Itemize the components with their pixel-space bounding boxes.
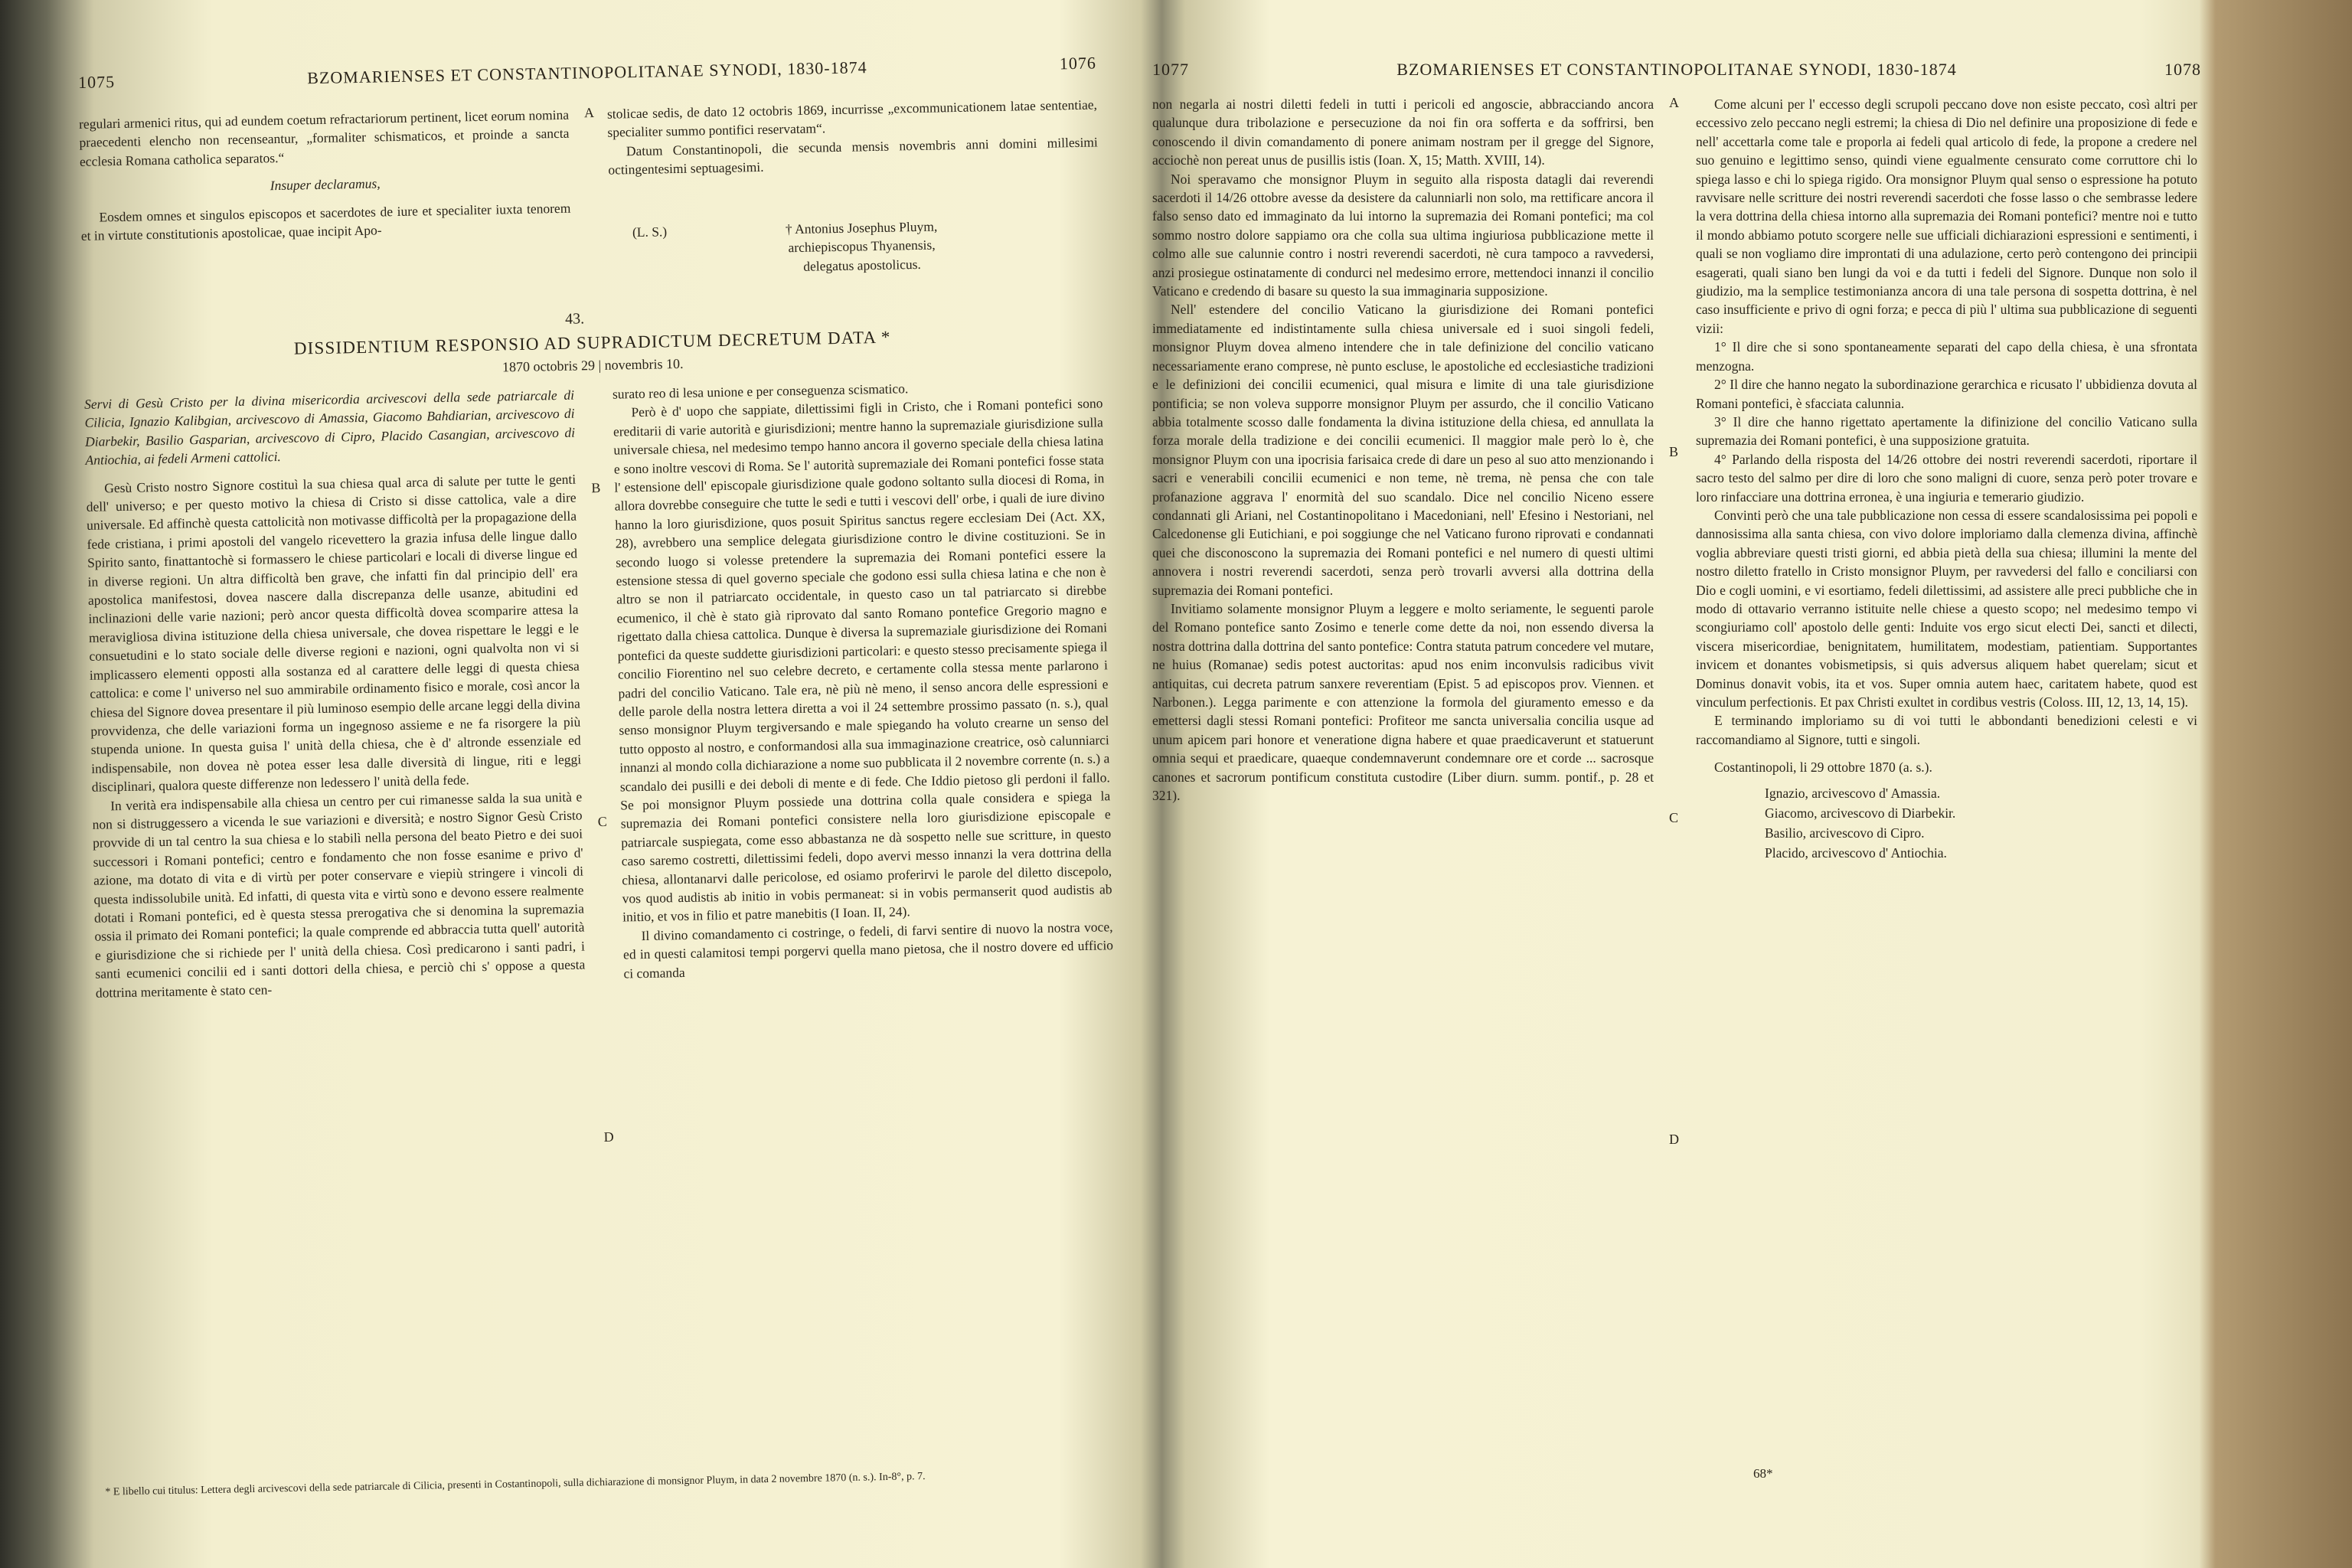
left-col2: [612, 375, 1114, 982]
page-number-1077: 1077: [1152, 60, 1189, 79]
prev-doc-text: regulari armenici ritus, qui ad eundem coetum refractariorum pertinent, licet eorum nomina praecedenti elencho non recenseantur, „formaliter schismaticos, et proinde a sancta ecclesia Romana catholica separatos.“: [78, 106, 570, 169]
running-head: BZOMARIENSES ET CONSTANTINOPOLITANAE SYNODI, 1830-1874: [307, 57, 867, 88]
margin-mark-b: B: [591, 479, 601, 496]
margin-mark-c: C: [1669, 810, 1679, 825]
prev-doc-col2: [607, 95, 1099, 179]
seal-mark: (L. S.): [632, 224, 668, 240]
list-item: 2° Il dire che hanno negato la subordinazione gerarchica e ricusato l' ubbidienza dovuta al Romani pontefici, è sfacciata calunnia.: [1696, 377, 2197, 411]
margin-mark-d: D: [603, 1129, 614, 1145]
pluym-signature: [786, 217, 939, 276]
signature-line: archiepiscopus Thyanensis,: [788, 237, 936, 256]
body-paragraph: In verità era indispensabile alla chiesa un centro per cui rimanesse salda la sua unità e non si distruggessero a vicenda le sue variazioni e diversità; e nostro Signor Gesù Cristo provvide di un tal centro la sua chiesa e lo stabilì nella persona del beato Pietro e dei suoi successori i Romani pontefici; centro e fondamento che non fosse esanime e privo d' azione, ma dotato di vita e di virtù per poter conservare e viepiù stringere i vincoli di questa indissolubile unità. Ed infatti, di questa vita e virtù sono e devono essere realmente dotati i Romani pontefici, ed è questa stessa prerogativa che si denomina la supremazia ossia il primato dei Romani pontefici; la quale comprende ed abbraccia tutta quell' autorità e giurisdizione che si richiede per l' unità della chiesa. Così predicarono i santi padri, i santi ecumenici concilii ed i santi dottori della chiesa, e perciò chi s' oppose a questa dottrina meritamente è stato cen-: [92, 789, 586, 1001]
margin-mark-a: A: [1669, 95, 1679, 110]
document-date: 1870 octobris 29 | novembris 10.: [501, 355, 684, 375]
signer-giacomo: Giacomo, arcivescovo di Diarbekir.: [1765, 805, 1956, 821]
page-number-1076: 1076: [1059, 53, 1097, 74]
margin-mark-d: D: [1669, 1132, 1679, 1147]
list-item: 3° Il dire che hanno rigettato apertamente la difinizione del concilio Vaticano sulla supremazia dei Romani pontefici, è una supposizione gratuita.: [1696, 413, 2197, 449]
body-paragraph: Invitiamo solamente monsignor Pluym a leggere e molto seriamente, le seguenti parole del Romano pontefice santo Zosimo e tenerle come dette da noi, non essendo diversa la nostra dottrina dalla dottrina del santo pontefice: Contra statuta patrum concedere vel mutare, ne huius (Romanae) sedis potest auctoritas: apud nos enim inconvulsis radicibus vivit antiquitas, cui decreta patrum sanxere reverentiam (Epist. 5 ad episcopos prov. Viennen. et Narbonen.). Legga parimente e con attenzione la formola del giuramento emesso e da emettersi dagli stessi Romani pontefici: Profiteor me sancta universalia concilia usque ad unum apicem pari honore et veneratione digna habere et quae praedicaverunt et statuerunt omnia sequi et praedicare, quaeque condemnaverunt condemnare ore et corde ... sacrosque canones et sacrorum pontificum constituta custodire (Liber diurn. summ. pontif., p. 28 et 321).: [1152, 600, 1654, 804]
body-paragraph: Gesù Cristo nostro Signore costituì la sua chiesa qual arca di salute per tutte le genti dell' universo; e per questo motivo la chiesa di Cristo si disse cattolica, vale a dire universale. Ed affinchè questa cattolicità non motivasse difficoltà per la propagazione della fede cristiana, i primi apostoli del vangelo ricevettero la grazia infusa delle lingue dallo Spirito santo, finattantochè si formassero le chiese particolari e locali di diverse lingue ed in diverse regioni. Un altra difficoltà ben grave, che infatti fin dal principio dell' era apostolica manifestosi, dovea nascere dalla discrepanza delle usanze, abitudini ed inclinazioni delle varie nazioni; però ancor questa difficoltà dovea scomparire attesa la meravigliosa divina istituzione della chiesa universale, che dovea rispettare le leggi e le consuetudini e lo stato sociale delle diverse regioni e nazioni, ogni qualvolta non vi si implicassero elementi opposti alla sostanza ed al carattere delle leggi di questa chiesa cattolica: e come l' universo nel suo ammirabile ordinamento fisico e morale, così ancor la chiesa del Signore dovea presentare il più luminoso esempio delle arcane leggi della divina provvidenza, che delle variazioni forma un ingegnoso assieme e ne fa risorgere la più stupenda unione. In questa guisa l' unità della chiesa, che è d' altronde essenziale ed indispensabile, non dovea nè potea esser lesa dalle diversità di lingue, riti e leggi disciplinari, qualora queste differenze non ledessero l' unità della fede.: [86, 471, 582, 795]
body-paragraph: surato reo di lesa unione e per conseguenza scismatico.: [612, 381, 909, 402]
body-paragraph: Però è d' uopo che sappiate, dilettissimi figli in Cristo, che i Romani pontefici sono ereditarii di varie autorità e giurisdizioni; mentre hanno la supremaziale giurisdizione sulla universale chiesa, nel medesimo tempo hanno ancora il governo speciale della chiesa latina e sono inoltre vescovi di Roma. Se l' autorità supremaziale dei Romani pontefici fosse stata l' estensione dell' episcopale giurisdizione quale godono soltanto sulla diocesi di Roma, in allora dovrebbe conseguire che tutte le sedi e tutti i vescovi dell' orbe, i quali de iure divino hanno la loro giurisdizione, quos posuit Spiritus sanctus regere ecclesiam Dei (Act. XX, 28), avrebbero una semplice delegata giurisdizione contro le divine costituzioni. Se in secondo luogo si volesse pretendere la supremazia dei Romani pontefici essere la estensione stessa di quel governo speciale che godono essi sulla chiesa latina e che non è altro se non il patriarcato occidentale, in questo caso un tal patriarcato si direbbe ecumenico, il chè è stato già riprovato dal santo Romano pontefice Gregorio magno e rigettato dalla chiesa cattolica. Dunque è diversa la supremaziale giurisdizione dei Romani pontefici da queste suddette giurisdizioni particolari: e questo stesso precisamente spiega il concilio Fiorentino nel suo celebre decreto, e certamente colla stessa mente parlarono i padri del concilio Vaticano. Tale era, nè più nè meno, il senso ancora delle espressioni e delle parole della nostra lettera diretta a voi il 24 settembre prossimo passato (n. s.), qual senso monsignor Pluym tergiversando e male spiegando ha voluto crearne un senso del tutto opposto al nostro, e conformandosi alla sua immaginazione creatrice, osò calunniarci innanzi al mondo colla dichiarazione a nome suo pubblicata il 2 novembre corrente (n. s.) a scandalo dei pusilli e dei deboli di mente e di fede. Che Iddio pietoso gli perdoni il fallo. Se poi monsignor Pluym possiede una dottrina colla quale considera e spiega la supremazia dei Romani pontefici consistere nella loro giurisdizione episcopale e patriarcale suspiegata, come esso abbastanza ne dà sospetto nelle sue scritture, in questo caso saremo costretti, dilettissimi fedeli, dopo avervi messo innanzi la vera dottrina della chiesa, allontanarvi dalle pericolose, ed osiamo proferirvi le parole del diletto discepolo, vos quod audistis ab initio in vobis permaneat: si in vobis permanserit quod audistis ab initio, et vos in filio et patre manebitis (I Ioan. II, 24).: [612, 395, 1112, 925]
body-paragraph: Convinti però che una tale pubblicazione non cessa di essere scandalosissima pei popoli e dannosissima alla santa chiesa, con vivo dolore imploriamo dalla clemenza divina, affinchè voglia abbreviare questi tristi giorni, ed abbia pietà della sua chiesa; illumini la mente del nostro diletto fratello in Cristo monsignor Pluym, per ravvedersi del fallo e conciliarsi con Dio e cogli uomini, e vi esortiamo, fedeli dilettissimi, ad assistere alle preci pubbliche che in modo di ottavario verranno istituite nelle chiese a questo scopo; nel medesimo tempo vi scongiuriamo coll' apostolo delle genti: Induite vos ergo sicut electi Dei, sancti et dilecti, viscera misericordiae, benignitatem, humilitatem, modestiam, patientiam. Supportantes invicem et donantes vobismetipsis, si quis adversus aliquem habet querelam; sicut et Dominus donavit vobis, ita et vos. Super omnia autem haec, caritatem habete, quod est vinculum perfectionis. Et pax Christi exultet in cordibus vestris (Coloss. III, 12, 13, 14, 15).: [1696, 507, 2197, 710]
list-item: 4° Parlando della risposta del 14/26 ottobre dei nostri reverendi sacerdoti, riportare il sacro testo del salmo per dire di loro che sono maligni di cuore, senza però poter trovare e loro rinfacciare una dottrina erronea, è una ingiuria e temerario giudizio.: [1696, 451, 2197, 505]
running-head: BZOMARIENSES ET CONSTANTINOPOLITANAE SYNODI, 1830-1874: [1396, 60, 1957, 79]
prev-doc-text: stolicae sedis, de dato 12 octobris 1869, incurrisse „excommunicationem latae sententiae, specialiter summo pontifici reservatam“.: [606, 96, 1098, 141]
body-paragraph: Come alcuni per l' eccesso degli scrupoli peccano dove non esiste peccato, così altri per eccessivo zelo peccano negli estremi; la chiesa di Dio nel definire una proposizione di fede e nell' accettarla come tale e proporla ai fedeli qual articolo di fede, la propone a credere nel suo genuino e legittimo senso, quindi viene egualmente censurato come corruttore chi lo spiega lasso e chi lo spiega rigido. Ora monsignor Pluym qual senso o espressione ha potuto ravvisare nelle scritture dei nostri reverendi sacerdoti che fosse lasso o che sembrasse ledere la vera dottrina della chiesa intorno alla supremazia dei Romani pontefici? mentre noi e tutto il mondo abbiamo potuto scorgere nelle sue ufficiali dichiarazioni espressioni e sentimenti, i quali se non vogliamo dire improntati di una adulazione, certo però contengono dei principii esagerati, quali siano ben lungi da voi e da tutti i fedeli del Signore. Dunque non solo il giudizio, ma la semplice testimonianza ancora di una tale persona di sospetta dottrina, è nel caso insufficiente e privo di ogni forza; e pecca di più l' ultima sua pubblicazione di seguenti vizii:: [1696, 96, 2197, 336]
margin-mark-a: A: [583, 105, 595, 121]
list-item: 1° Il dire che si sono spontaneamente separati del capo della chiesa, è una sfrontata menzogna.: [1696, 339, 2197, 374]
prev-doc-datum: Datum Constantinopoli, die secunda mensis novembris anni domini millesimi octingentesimi septuagesimi.: [608, 134, 1098, 178]
prev-doc-col1: [79, 106, 571, 246]
margin-mark-c: C: [597, 813, 607, 830]
signer-placido: Placido, arcivescovo d' Antiochia.: [1765, 844, 1947, 861]
right-page: [1152, 0, 2201, 1568]
left-running-header: [78, 53, 1097, 103]
signature-mark: 68*: [1753, 1466, 1773, 1481]
right-running-header: [1152, 60, 2201, 90]
dateline: Costantinopoli, li 29 ottobre 1870 (a. s.).: [1714, 760, 1932, 776]
signers: [1765, 783, 2197, 863]
signer-ignazio: Ignazio, arcivescovo d' Amassia.: [1765, 785, 1941, 801]
margin-mark-b: B: [1669, 444, 1679, 459]
footnote: * E libello cui titulus: Lettera degli arcivescovi della sede patriarcale di Cilicia, presenti in Costantinopoli, sulla dichiarazione di monsignor Pluym, in data 2 novembre 1870 (n. s.). In-8°, p. 7.: [105, 1471, 926, 1498]
page-number-1078: 1078: [2164, 60, 2201, 79]
signature-line: † Antonius Josephus Pluym,: [785, 218, 938, 237]
right-col2: [1696, 95, 2197, 863]
prev-doc-declaramus: Insuper declaramus,: [270, 175, 381, 194]
body-paragraph: Noi speravamo che monsignor Pluym in seguito alla risposta datagli dai reverendi sacerdoti il 14/26 ottobre avesse da desistere da calunniarli non solo, ma rettificare ancora il falso senso dato ed immaginato da lui intorno la supremazia dei Romani pontefici; ma col sommo nostro dolore sappiamo ora che colla sua ultima ingiuriosa pubblicazione mette il colmo alle sue calunnie contro i nostri reverendi sacerdoti, nè cura tampoco a ravvedersi, anzi prosiegue ostinatamente di condurci nel medesimo errore, mettendoci innanzi il concilio Vaticano e credendo di basare su questo la sua immaginaria supposizione.: [1152, 171, 1654, 299]
body-paragraph: non negarla ai nostri diletti fedeli in tutti i pericoli ed angoscie, abbracciando ancora qualunque dura tribolazione e persecuzione da noi fin ora sofferta e da soffrirsi, ben conoscendo il divin comandamento di ponere animam nostram per il gregge del Signore, acciochè non pereat unus de pusillis istis (Ioan. X, 15; Matth. XVIII, 14).: [1152, 96, 1654, 168]
right-col1: [1152, 95, 1654, 805]
document-title: DISSIDENTIUM RESPONSIO AD SUPRADICTUM DECRETUM DATA *: [293, 327, 891, 358]
signature-line: delegatus apostolicus.: [803, 256, 921, 274]
left-page: [77, 0, 1125, 1568]
page-number-1075: 1075: [77, 72, 116, 92]
document-number: 43.: [564, 310, 585, 328]
address-to-faithful: Servi di Gesù Cristo per la divina misericordia arcivescovi della sede patriarcale di Cilicia, Ignazio Kalibgian, arcivescovo di Amassia, Giacomo Bahdiarian, arcivescovo di Diarbekir, Basilio Gasparian, arcivescovo di Cipro, Placido Casangian, arcivescovo di Antiochia, ai fedeli Armeni cattolici.: [83, 387, 576, 469]
body-paragraph: E terminando imploriamo su di voi tutti le abbondanti benedizioni celesti e vi raccomandiamo al Signore, tutti e singoli.: [1696, 713, 2197, 747]
body-paragraph: Nell' estendere del concilio Vaticano la giurisdizione dei Romani pontefici immediatamente ed indistintamente sulla chiesa universale ed i suoi singoli fedeli, monsignor Pluym dovea almeno intendere che in tale definizione del concilio vaticano necessariamente erano comprese, nè punto escluse, le apostoliche ed ecclesiastiche tradizioni e le definizioni dei concilii ecumenici, qual misura e limite di una tale giurisdizione pontificia; se non voleva supporre monsignor Pluym per assurdo, che il concilio Vaticano abbia totalmente scosso dalle fondamenta la divina istituzione della chiesa, ed annullata la forza morale della tradizione e dei concilii ecumenici. Il maggior male però lo è, che monsignor Pluym con una ipocrisia farisaica crede di dare un peso al suo atto menzionando i sacri e venerabili concilii ecumenici e non teme, nè trema, nè pensa che con tale profanazione aggrava l' enormità del suo scandalo. Dice nel concilio Niceno essere condannati gli Ariani, nel Costantinopolitano i Macedoniani, nell' Efesino i Nestoriani, nel Calcedonense gli Eutichiani, e poi soggiunge che nel Vaticano furono riprovati e condannati quei che disconoscono la supremazia dei Romani pontefici e nel numero di questi ultimi annovera i nostri reverendi sacerdoti, senza però trovarli avversi alla dottrina della supremazia dei Romani pontefici.: [1152, 302, 1654, 598]
body-paragraph: Il divino comandamento ci costringe, o fedeli, di farvi sentire di nuovo la nostra voce, ed in questi calamitosi tempi porgervi quella mano pietosa, che il nostro dovere ed ufficio ci comanda: [622, 919, 1114, 982]
left-col1: [84, 386, 586, 1002]
prev-doc-text: Eosdem omnes et singulos episcopos et sacerdotes de iure et specialiter iuxta tenorem et in virtute constitutionis apostolicae, quae incipit Apo-: [80, 200, 571, 243]
signer-basilio: Basilio, arcivescovo di Cipro.: [1765, 825, 1925, 841]
